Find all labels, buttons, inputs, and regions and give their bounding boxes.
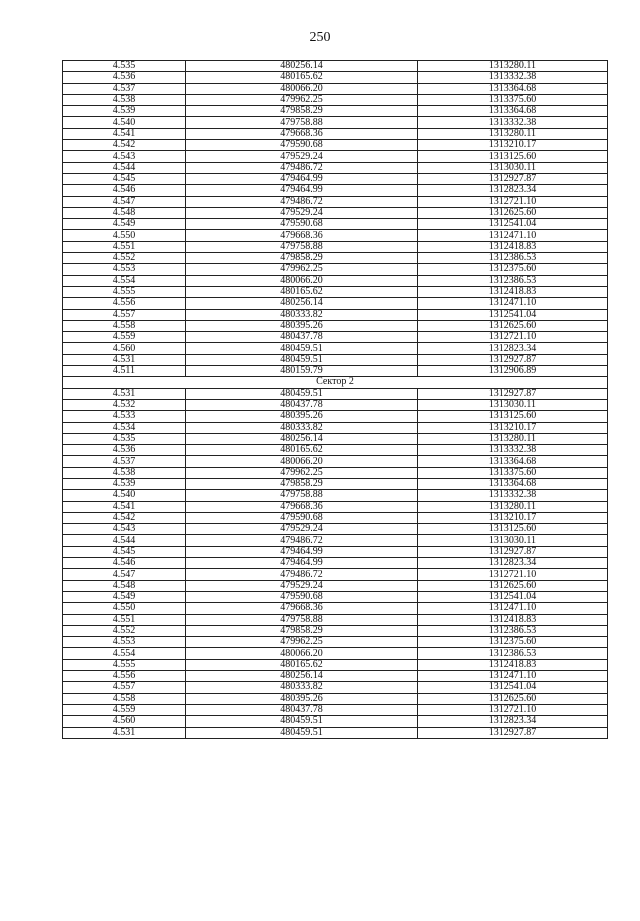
table-row [63, 140, 608, 151]
table-row [63, 388, 608, 399]
table-row [63, 185, 608, 196]
point-number-cell: 4.542 [63, 512, 186, 523]
x-coordinate-cell: 479668.36 [186, 230, 418, 241]
y-coordinate-cell: 1313332.38 [418, 445, 608, 456]
y-coordinate-cell: 1312625.60 [418, 580, 608, 591]
x-coordinate-cell: 479758.88 [186, 117, 418, 128]
y-coordinate-cell: 1312625.60 [418, 320, 608, 331]
x-coordinate-cell: 480333.82 [186, 682, 418, 693]
point-number-cell: 4.551 [63, 241, 186, 252]
table-row [63, 558, 608, 569]
point-number-cell: 4.551 [63, 614, 186, 625]
table-row [63, 366, 608, 377]
y-coordinate-cell: 1313210.17 [418, 512, 608, 523]
x-coordinate-cell: 479529.24 [186, 207, 418, 218]
x-coordinate-cell: 479529.24 [186, 580, 418, 591]
y-coordinate-cell: 1312541.04 [418, 682, 608, 693]
y-coordinate-cell: 1313280.11 [418, 128, 608, 139]
point-number-cell: 4.559 [63, 704, 186, 715]
x-coordinate-cell: 479529.24 [186, 524, 418, 535]
point-number-cell: 4.540 [63, 490, 186, 501]
x-coordinate-cell: 480256.14 [186, 298, 418, 309]
point-number-cell: 4.542 [63, 140, 186, 151]
y-coordinate-cell: 1312471.10 [418, 298, 608, 309]
table-row [63, 716, 608, 727]
point-number-cell: 4.543 [63, 151, 186, 162]
point-number-cell: 4.538 [63, 467, 186, 478]
y-coordinate-cell: 1313332.38 [418, 117, 608, 128]
y-coordinate-cell: 1312386.53 [418, 648, 608, 659]
table-row [63, 196, 608, 207]
x-coordinate-cell: 479962.25 [186, 637, 418, 648]
point-number-cell: 4.534 [63, 422, 186, 433]
table-row [63, 422, 608, 433]
x-coordinate-cell: 479962.25 [186, 467, 418, 478]
point-number-cell: 4.550 [63, 230, 186, 241]
x-coordinate-cell: 479590.68 [186, 140, 418, 151]
point-number-cell: 4.555 [63, 659, 186, 670]
point-number-cell: 4.539 [63, 478, 186, 489]
x-coordinate-cell: 480395.26 [186, 411, 418, 422]
table-row [63, 501, 608, 512]
point-number-cell: 4.545 [63, 173, 186, 184]
x-coordinate-cell: 480437.78 [186, 332, 418, 343]
x-coordinate-cell: 479464.99 [186, 173, 418, 184]
y-coordinate-cell: 1313030.11 [418, 535, 608, 546]
table-row [63, 614, 608, 625]
x-coordinate-cell: 479486.72 [186, 196, 418, 207]
table-row [63, 591, 608, 602]
table-row [63, 671, 608, 682]
y-coordinate-cell: 1312471.10 [418, 603, 608, 614]
y-coordinate-cell: 1313030.11 [418, 399, 608, 410]
x-coordinate-cell: 480459.51 [186, 354, 418, 365]
x-coordinate-cell: 479486.72 [186, 162, 418, 173]
y-coordinate-cell: 1312823.34 [418, 343, 608, 354]
x-coordinate-cell: 479758.88 [186, 490, 418, 501]
table-row [63, 72, 608, 83]
y-coordinate-cell: 1313125.60 [418, 524, 608, 535]
coordinates-table-body [63, 61, 608, 739]
x-coordinate-cell: 479668.36 [186, 501, 418, 512]
table-row [63, 230, 608, 241]
y-coordinate-cell: 1313375.60 [418, 467, 608, 478]
point-number-cell: 4.549 [63, 219, 186, 230]
y-coordinate-cell: 1312386.53 [418, 253, 608, 264]
point-number-cell: 4.539 [63, 106, 186, 117]
y-coordinate-cell: 1313332.38 [418, 72, 608, 83]
x-coordinate-cell: 479486.72 [186, 569, 418, 580]
coordinates-table [62, 60, 608, 739]
table-row [63, 264, 608, 275]
x-coordinate-cell: 479529.24 [186, 151, 418, 162]
x-coordinate-cell: 479758.88 [186, 241, 418, 252]
y-coordinate-cell: 1312823.34 [418, 716, 608, 727]
y-coordinate-cell: 1312375.60 [418, 637, 608, 648]
table-row [63, 117, 608, 128]
point-number-cell: 4.553 [63, 264, 186, 275]
x-coordinate-cell: 480333.82 [186, 309, 418, 320]
point-number-cell: 4.560 [63, 716, 186, 727]
y-coordinate-cell: 1312927.87 [418, 354, 608, 365]
point-number-cell: 4.543 [63, 524, 186, 535]
y-coordinate-cell: 1312721.10 [418, 196, 608, 207]
section-title: Сектор 2 [63, 377, 608, 388]
y-coordinate-cell: 1313125.60 [418, 151, 608, 162]
point-number-cell: 4.557 [63, 682, 186, 693]
x-coordinate-cell: 480437.78 [186, 399, 418, 410]
table-row [63, 207, 608, 218]
table-row [63, 659, 608, 670]
x-coordinate-cell: 480459.51 [186, 343, 418, 354]
y-coordinate-cell: 1312927.87 [418, 388, 608, 399]
y-coordinate-cell: 1312375.60 [418, 264, 608, 275]
table-row [63, 128, 608, 139]
table-row [63, 162, 608, 173]
point-number-cell: 4.548 [63, 207, 186, 218]
x-coordinate-cell: 480066.20 [186, 456, 418, 467]
x-coordinate-cell: 479962.25 [186, 94, 418, 105]
y-coordinate-cell: 1312418.83 [418, 286, 608, 297]
point-number-cell: 4.536 [63, 445, 186, 456]
point-number-cell: 4.552 [63, 625, 186, 636]
point-number-cell: 4.553 [63, 637, 186, 648]
table-row [63, 286, 608, 297]
table-row [63, 727, 608, 738]
table-row [63, 637, 608, 648]
x-coordinate-cell: 480333.82 [186, 422, 418, 433]
table-row [63, 298, 608, 309]
x-coordinate-cell: 480165.62 [186, 286, 418, 297]
point-number-cell: 4.554 [63, 648, 186, 659]
x-coordinate-cell: 480437.78 [186, 704, 418, 715]
point-number-cell: 4.548 [63, 580, 186, 591]
y-coordinate-cell: 1313332.38 [418, 490, 608, 501]
point-number-cell: 4.531 [63, 388, 186, 399]
table-row [63, 693, 608, 704]
table-row [63, 94, 608, 105]
table-row [63, 467, 608, 478]
y-coordinate-cell: 1313030.11 [418, 162, 608, 173]
table-row [63, 625, 608, 636]
y-coordinate-cell: 1313364.68 [418, 478, 608, 489]
point-number-cell: 4.556 [63, 298, 186, 309]
point-number-cell: 4.556 [63, 671, 186, 682]
point-number-cell: 4.546 [63, 558, 186, 569]
point-number-cell: 4.557 [63, 309, 186, 320]
x-coordinate-cell: 479668.36 [186, 603, 418, 614]
y-coordinate-cell: 1313364.68 [418, 106, 608, 117]
table-row [63, 399, 608, 410]
point-number-cell: 4.532 [63, 399, 186, 410]
point-number-cell: 4.536 [63, 72, 186, 83]
x-coordinate-cell: 479464.99 [186, 558, 418, 569]
table-row [63, 275, 608, 286]
x-coordinate-cell: 479464.99 [186, 185, 418, 196]
table-row [63, 309, 608, 320]
x-coordinate-cell: 480165.62 [186, 445, 418, 456]
point-number-cell: 4.547 [63, 569, 186, 580]
x-coordinate-cell: 479858.29 [186, 625, 418, 636]
y-coordinate-cell: 1312625.60 [418, 207, 608, 218]
y-coordinate-cell: 1312927.87 [418, 727, 608, 738]
y-coordinate-cell: 1313125.60 [418, 411, 608, 422]
point-number-cell: 4.541 [63, 501, 186, 512]
table-row [63, 332, 608, 343]
x-coordinate-cell: 480395.26 [186, 320, 418, 331]
x-coordinate-cell: 479590.68 [186, 591, 418, 602]
table-row [63, 524, 608, 535]
x-coordinate-cell: 480256.14 [186, 433, 418, 444]
point-number-cell: 4.560 [63, 343, 186, 354]
x-coordinate-cell: 479962.25 [186, 264, 418, 275]
point-number-cell: 4.547 [63, 196, 186, 207]
table-row [63, 106, 608, 117]
point-number-cell: 4.541 [63, 128, 186, 139]
point-number-cell: 4.533 [63, 411, 186, 422]
y-coordinate-cell: 1312721.10 [418, 332, 608, 343]
x-coordinate-cell: 480256.14 [186, 671, 418, 682]
y-coordinate-cell: 1313280.11 [418, 61, 608, 72]
y-coordinate-cell: 1313280.11 [418, 501, 608, 512]
point-number-cell: 4.538 [63, 94, 186, 105]
point-number-cell: 4.537 [63, 456, 186, 467]
table-row [63, 433, 608, 444]
y-coordinate-cell: 1312927.87 [418, 173, 608, 184]
table-row [63, 241, 608, 252]
table-row [63, 151, 608, 162]
x-coordinate-cell: 479486.72 [186, 535, 418, 546]
point-number-cell: 4.549 [63, 591, 186, 602]
point-number-cell: 4.558 [63, 693, 186, 704]
point-number-cell: 4.537 [63, 83, 186, 94]
table-row [63, 546, 608, 557]
table-row [63, 478, 608, 489]
y-coordinate-cell: 1312418.83 [418, 659, 608, 670]
x-coordinate-cell: 479464.99 [186, 546, 418, 557]
table-row [63, 173, 608, 184]
point-number-cell: 4.545 [63, 546, 186, 557]
point-number-cell: 4.550 [63, 603, 186, 614]
x-coordinate-cell: 480165.62 [186, 72, 418, 83]
table-row [63, 83, 608, 94]
table-row [63, 343, 608, 354]
table-row [63, 61, 608, 72]
y-coordinate-cell: 1312823.34 [418, 558, 608, 569]
point-number-cell: 4.544 [63, 535, 186, 546]
point-number-cell: 4.554 [63, 275, 186, 286]
x-coordinate-cell: 479590.68 [186, 512, 418, 523]
y-coordinate-cell: 1312721.10 [418, 704, 608, 715]
x-coordinate-cell: 480165.62 [186, 659, 418, 670]
x-coordinate-cell: 480256.14 [186, 61, 418, 72]
y-coordinate-cell: 1312418.83 [418, 241, 608, 252]
y-coordinate-cell: 1312471.10 [418, 671, 608, 682]
y-coordinate-cell: 1312541.04 [418, 219, 608, 230]
x-coordinate-cell: 479858.29 [186, 106, 418, 117]
table-row [63, 490, 608, 501]
x-coordinate-cell: 480066.20 [186, 83, 418, 94]
x-coordinate-cell: 479590.68 [186, 219, 418, 230]
y-coordinate-cell: 1312541.04 [418, 591, 608, 602]
page-number: 250 [309, 30, 331, 45]
point-number-cell: 4.546 [63, 185, 186, 196]
table-row [63, 456, 608, 467]
table-row [63, 648, 608, 659]
table-row [63, 704, 608, 715]
x-coordinate-cell: 480459.51 [186, 388, 418, 399]
x-coordinate-cell: 480066.20 [186, 648, 418, 659]
x-coordinate-cell: 480159.79 [186, 366, 418, 377]
point-number-cell: 4.511 [63, 366, 186, 377]
table-row [63, 445, 608, 456]
table-row [63, 512, 608, 523]
y-coordinate-cell: 1313210.17 [418, 140, 608, 151]
table-row [63, 535, 608, 546]
y-coordinate-cell: 1312906.89 [418, 366, 608, 377]
y-coordinate-cell: 1312386.53 [418, 275, 608, 286]
point-number-cell: 4.558 [63, 320, 186, 331]
x-coordinate-cell: 480066.20 [186, 275, 418, 286]
y-coordinate-cell: 1312471.10 [418, 230, 608, 241]
y-coordinate-cell: 1313375.60 [418, 94, 608, 105]
point-number-cell: 4.540 [63, 117, 186, 128]
x-coordinate-cell: 480395.26 [186, 693, 418, 704]
x-coordinate-cell: 480459.51 [186, 727, 418, 738]
y-coordinate-cell: 1312721.10 [418, 569, 608, 580]
point-number-cell: 4.531 [63, 354, 186, 365]
table-row [63, 682, 608, 693]
table-row [63, 411, 608, 422]
y-coordinate-cell: 1312823.34 [418, 185, 608, 196]
table-row [63, 354, 608, 365]
point-number-cell: 4.535 [63, 433, 186, 444]
point-number-cell: 4.531 [63, 727, 186, 738]
table-row [63, 580, 608, 591]
x-coordinate-cell: 479858.29 [186, 478, 418, 489]
y-coordinate-cell: 1313210.17 [418, 422, 608, 433]
table-row [63, 253, 608, 264]
x-coordinate-cell: 479758.88 [186, 614, 418, 625]
section-row [63, 377, 608, 388]
y-coordinate-cell: 1313364.68 [418, 456, 608, 467]
table-row [63, 320, 608, 331]
table-row [63, 569, 608, 580]
point-number-cell: 4.559 [63, 332, 186, 343]
y-coordinate-cell: 1313280.11 [418, 433, 608, 444]
y-coordinate-cell: 1312386.53 [418, 625, 608, 636]
x-coordinate-cell: 479668.36 [186, 128, 418, 139]
table-row [63, 219, 608, 230]
y-coordinate-cell: 1312418.83 [418, 614, 608, 625]
point-number-cell: 4.535 [63, 61, 186, 72]
x-coordinate-cell: 479858.29 [186, 253, 418, 264]
x-coordinate-cell: 480459.51 [186, 716, 418, 727]
y-coordinate-cell: 1312625.60 [418, 693, 608, 704]
point-number-cell: 4.555 [63, 286, 186, 297]
y-coordinate-cell: 1313364.68 [418, 83, 608, 94]
y-coordinate-cell: 1312927.87 [418, 546, 608, 557]
y-coordinate-cell: 1312541.04 [418, 309, 608, 320]
point-number-cell: 4.544 [63, 162, 186, 173]
point-number-cell: 4.552 [63, 253, 186, 264]
table-row [63, 603, 608, 614]
